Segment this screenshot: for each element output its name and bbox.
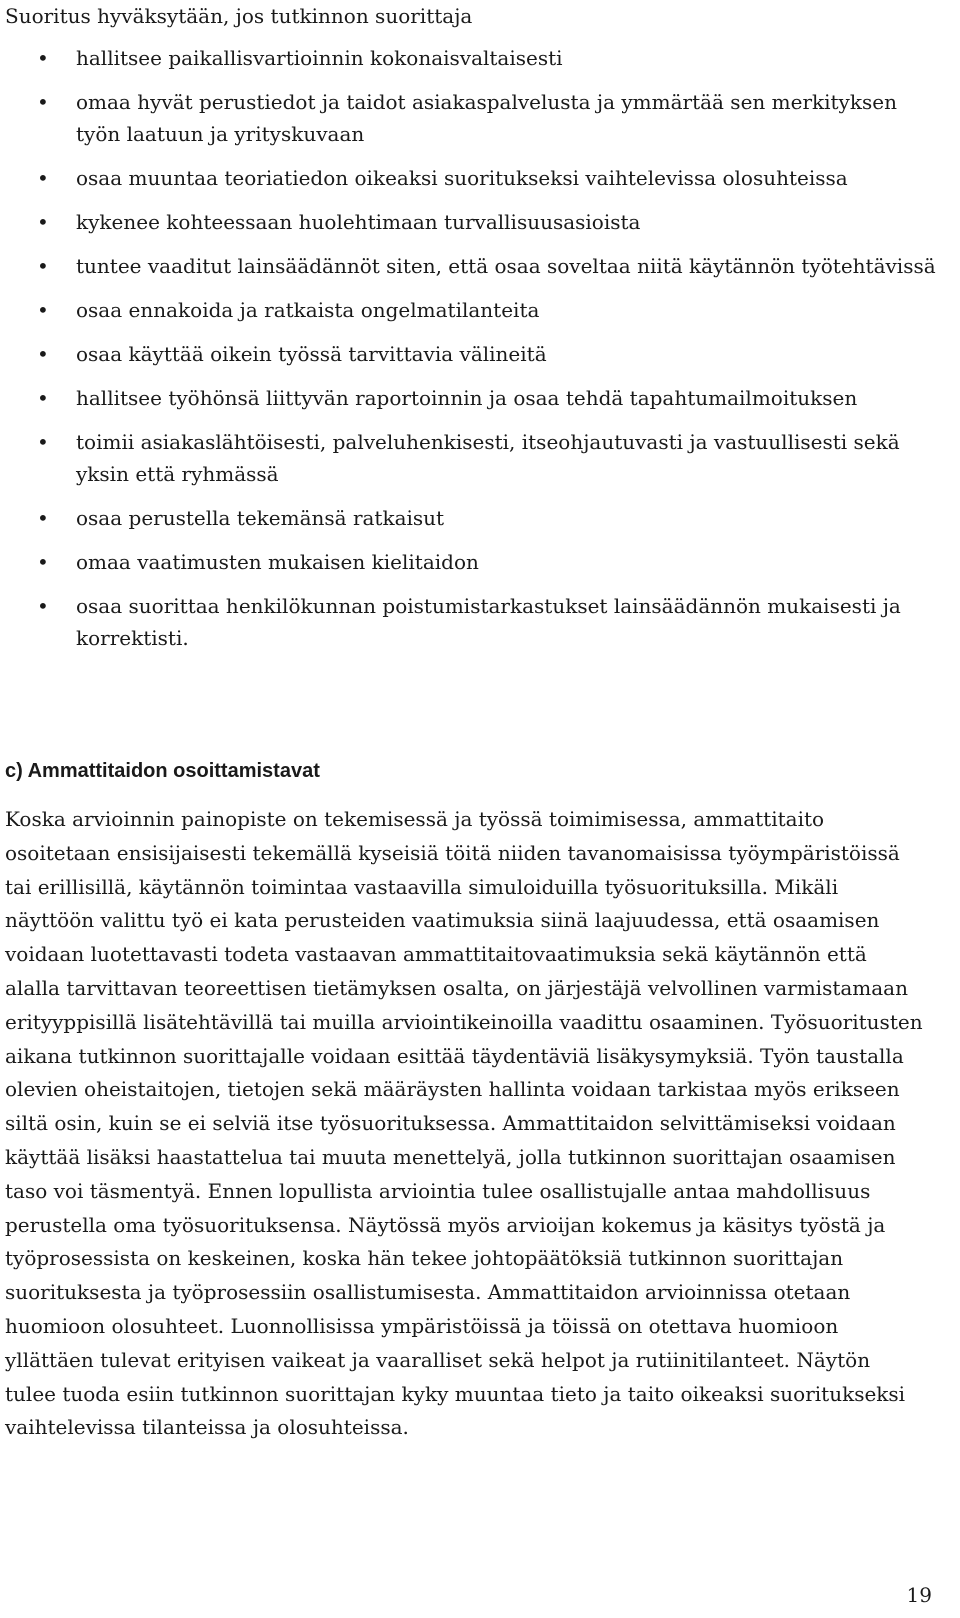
criteria-text: osaa suorittaa henkilökunnan poistumistarkastukset lainsäädännön mukaisesti ja korrektisti. — [76, 594, 901, 650]
bullet-icon: • — [37, 210, 49, 234]
bullet-icon: • — [37, 166, 49, 190]
criteria-text: omaa vaatimusten mukaisen kielitaidon — [76, 550, 479, 574]
criteria-text: kykenee kohteessaan huolehtimaan turvallisuusasioista — [76, 210, 641, 234]
criteria-text: hallitsee paikallisvartioinnin kokonaisvaltaisesti — [76, 46, 563, 70]
criteria-text: osaa muuntaa teoriatiedon oikeaksi suoritukseksi vaihtelevissa olosuhteissa — [76, 166, 848, 190]
list-item — [0, 250, 940, 282]
intro-text: Suoritus hyväksytään, jos tutkinnon suorittaja — [5, 4, 473, 28]
criteria-text: tuntee vaaditut lainsäädännöt siten, että osaa soveltaa niitä käytännön työtehtävissä — [76, 254, 936, 278]
list-item — [0, 426, 940, 490]
bullet-icon: • — [37, 506, 49, 530]
bullet-icon: • — [37, 386, 49, 410]
criteria-text: osaa perustella tekemänsä ratkaisut — [76, 506, 445, 530]
criteria-list — [0, 42, 940, 666]
list-item — [0, 546, 940, 578]
list-item — [0, 590, 940, 654]
bullet-icon: • — [37, 254, 49, 278]
list-item — [0, 502, 940, 534]
list-item — [0, 338, 940, 370]
criteria-text: hallitsee työhönsä liittyvän raportoinnin ja osaa tehdä tapahtumailmoituksen — [76, 386, 858, 410]
body-paragraph: Koska arvioinnin painopiste on tekemisessä ja työssä toimimisessa, ammattitaito osoitetaan ensisijaisesti tekemällä kyseisiä töitä niiden tavanomaisissa työympäristöissä tai erillisillä, käytännön toimintaa vastaavilla simuloiduilla työsuorituksilla. Mikäli näyttöön valittu työ ei kata perusteiden vaatimuksia siinä laajuudessa, että osaamisen voidaan luotettavasti todeta vastaavan ammattitaitovaatimuksia sekä käytännön että alalla tarvittavan teoreettisen tietämyksen osalta, on järjestäjä velvollinen varmistamaan erityyppisillä lisätehtävillä tai muilla arviointikeinoilla vaadittu osaaminen. Työsuoritusten aikana tutkinnon suorittajalle voidaan esittää täydentäviä lisäkysymyksiä. Työn taustalla olevien oheistaitojen, tietojen sekä määräysten hallinta voidaan tarkistaa myös erikseen siltä osin, kuin se ei selviä itse työsuorituksessa. Ammattitaidon selvittämiseksi voidaan käyttää lisäksi haastattelua tai muuta menettelyä, jolla tutkinnon suorittajan osaamisen taso voi täsmentyä. Ennen lopullista arviointia tulee osallistujalle antaa mahdollisuus perustella oma työsuorituksensa. Näytössä myös arvioijan kokemus ja käsitys työstä ja työprosessista on keskeinen, koska hän tekee johtopäätöksiä tutkinnon suorittajan suorituksesta ja työprosessiin osallistumisesta. Ammattitaidon arvioinnissa otetaan huomioon olosuhteet. Luonnollisissa ympäristöissä ja töissä on otettava huomioon yllättäen tulevat erityisen vaikeat ja vaaralliset sekä helpot ja rutiinitilanteet. Näytön tulee tuoda esiin tutkinnon suorittajan kyky muuntaa tieto ja taito oikeaksi suoritukseksi vaihtelevissa tilanteissa ja olosuhteissa. — [5, 807, 923, 1440]
list-item — [0, 294, 940, 326]
bullet-icon: • — [37, 46, 49, 70]
bullet-icon: • — [37, 298, 49, 322]
list-item — [0, 162, 940, 194]
section-heading: c) Ammattitaidon osoittamistavat — [5, 760, 320, 782]
criteria-text: omaa hyvät perustiedot ja taidot asiakaspalvelusta ja ymmärtää sen merkityksen työn laatuun ja yrityskuvaan — [76, 90, 897, 146]
criteria-text: osaa ennakoida ja ratkaista ongelmatilanteita — [76, 298, 540, 322]
bullet-icon: • — [37, 342, 49, 366]
bullet-icon: • — [37, 90, 49, 114]
bullet-icon: • — [37, 550, 49, 574]
bullet-icon: • — [37, 594, 49, 618]
criteria-text: osaa käyttää oikein työssä tarvittavia välineitä — [76, 342, 547, 366]
bullet-icon: • — [37, 430, 49, 454]
page-number: 19 — [906, 1583, 932, 1607]
list-item — [0, 86, 940, 150]
list-item — [0, 206, 940, 238]
list-item — [0, 382, 940, 414]
list-item — [0, 42, 940, 74]
criteria-text: toimii asiakaslähtöisesti, palveluhenkisesti, itseohjautuvasti ja vastuullisesti sekä yksin että ryhmässä — [76, 430, 900, 486]
